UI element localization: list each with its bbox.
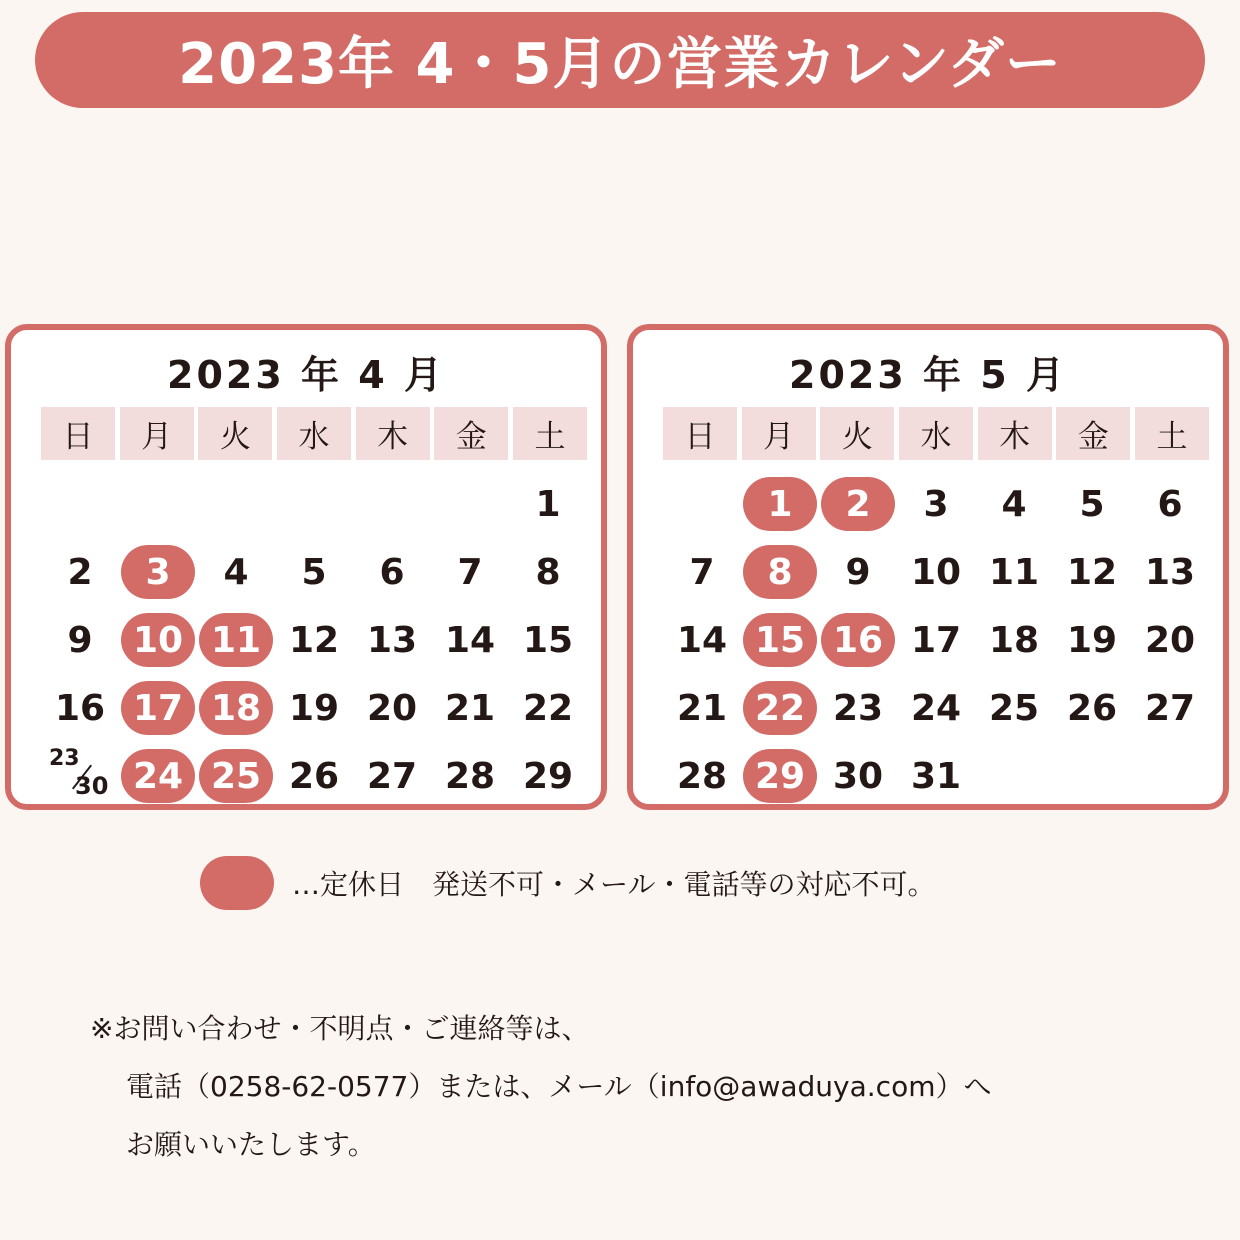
day-number: 20	[366, 687, 418, 729]
day-cell	[819, 538, 897, 606]
day-cell	[819, 742, 897, 810]
calendar-grid	[41, 470, 587, 810]
day-cell	[353, 538, 431, 606]
closed-day-cell	[741, 674, 819, 742]
day-number: 8	[743, 545, 817, 599]
empty-cell	[353, 470, 431, 538]
day-number: 23	[49, 746, 80, 771]
weekday-cell: 月	[742, 407, 816, 460]
day-cell	[819, 674, 897, 742]
day-number: 16	[821, 613, 895, 667]
day-number: 18	[988, 619, 1040, 661]
day-cell	[663, 606, 741, 674]
day-number: 24	[910, 687, 962, 729]
day-cell	[509, 742, 587, 810]
closed-day-cell	[119, 606, 197, 674]
day-number: 3	[121, 545, 195, 599]
day-cell	[41, 606, 119, 674]
legend-text: …定休日 発送不可・メール・電話等の対応不可。	[292, 868, 936, 901]
day-cell	[509, 538, 587, 606]
day-number: 17	[121, 681, 195, 735]
day-cell	[431, 674, 509, 742]
day-number: 5	[1079, 483, 1105, 525]
day-cell	[1131, 606, 1209, 674]
day-number: 15	[743, 613, 817, 667]
day-number: 9	[845, 551, 871, 593]
page-title: 2023年 4・5月の営業カレンダー	[178, 32, 1062, 97]
empty-cell	[41, 470, 119, 538]
day-cell	[663, 742, 741, 810]
day-number: 27	[366, 755, 418, 797]
closed-day-cell	[741, 538, 819, 606]
day-number: 20	[1144, 619, 1196, 661]
weekday-cell: 水	[899, 407, 973, 460]
weekday-cell: 火	[198, 407, 272, 460]
day-cell	[663, 538, 741, 606]
weekday-cell: 月	[120, 407, 194, 460]
day-cell	[663, 674, 741, 742]
day-cell	[975, 606, 1053, 674]
legend	[200, 856, 935, 910]
day-number: 29	[522, 755, 574, 797]
day-cell	[431, 742, 509, 810]
day-cell	[197, 538, 275, 606]
day-cell	[431, 538, 509, 606]
day-number: 21	[444, 687, 496, 729]
day-number: 3	[923, 483, 949, 525]
day-cell	[275, 538, 353, 606]
day-number: 12	[288, 619, 340, 661]
empty-cell	[119, 470, 197, 538]
day-number: 28	[444, 755, 496, 797]
day-cell	[975, 538, 1053, 606]
day-number: 6	[1157, 483, 1183, 525]
empty-cell	[197, 470, 275, 538]
day-number: 13	[366, 619, 418, 661]
closed-day-cell	[197, 674, 275, 742]
closed-day-cell	[741, 742, 819, 810]
day-cell	[897, 674, 975, 742]
day-cell	[353, 606, 431, 674]
day-cell	[509, 606, 587, 674]
day-number: 1	[743, 477, 817, 531]
day-number: 27	[1144, 687, 1196, 729]
day-number: 4	[223, 551, 249, 593]
empty-cell	[1131, 742, 1209, 810]
weekday-cell: 日	[41, 407, 115, 460]
day-number: 4	[1001, 483, 1027, 525]
day-cell	[1053, 538, 1131, 606]
day-number: 25	[199, 749, 273, 803]
day-number: 18	[199, 681, 273, 735]
day-number: 29	[743, 749, 817, 803]
day-number: 16	[54, 687, 106, 729]
day-cell	[897, 538, 975, 606]
empty-cell	[975, 742, 1053, 810]
day-number: 30	[75, 772, 109, 800]
weekday-cell: 木	[356, 407, 430, 460]
closed-day-cell	[819, 470, 897, 538]
weekday-header	[41, 407, 587, 460]
day-number: 13	[1144, 551, 1196, 593]
closed-day-swatch	[200, 856, 274, 910]
day-cell	[1131, 538, 1209, 606]
closed-day-cell	[119, 674, 197, 742]
day-number: 22	[743, 681, 817, 735]
calendar-title: 2023 年 5 月	[789, 353, 1067, 397]
calendar-may	[627, 324, 1229, 810]
day-number: 1	[535, 483, 561, 525]
day-number: 14	[676, 619, 728, 661]
day-number: 30	[832, 755, 884, 797]
day-cell	[41, 674, 119, 742]
day-number: 5	[301, 551, 327, 593]
note-line-2: 電話（0258-62-0577）または、メール（info@awaduya.com）へ	[126, 1070, 992, 1103]
day-number: 15	[522, 619, 574, 661]
day-number: 17	[910, 619, 962, 661]
empty-cell	[275, 470, 353, 538]
day-cell	[509, 674, 587, 742]
closed-day-cell	[119, 538, 197, 606]
closed-day-cell	[119, 742, 197, 810]
day-number: 26	[288, 755, 340, 797]
day-cell	[353, 674, 431, 742]
weekday-header	[663, 407, 1209, 460]
page-title-banner	[35, 12, 1205, 108]
day-cell	[275, 742, 353, 810]
day-cell	[41, 742, 119, 810]
day-number: 28	[676, 755, 728, 797]
day-number: 31	[910, 755, 962, 797]
day-cell	[975, 470, 1053, 538]
day-number: 2	[821, 477, 895, 531]
day-cell	[275, 606, 353, 674]
day-number: 10	[910, 551, 962, 593]
day-cell	[897, 470, 975, 538]
day-cell	[1131, 470, 1209, 538]
day-number: 14	[444, 619, 496, 661]
weekday-cell: 日	[663, 407, 737, 460]
day-number: 25	[988, 687, 1040, 729]
weekday-cell: 金	[1056, 407, 1130, 460]
day-cell	[897, 742, 975, 810]
day-number: 8	[535, 551, 561, 593]
calendar-april	[5, 324, 607, 810]
day-number: 26	[1066, 687, 1118, 729]
day-number: 7	[457, 551, 483, 593]
day-number: 9	[67, 619, 93, 661]
closed-day-cell	[741, 606, 819, 674]
empty-cell	[663, 470, 741, 538]
closed-day-cell	[197, 742, 275, 810]
closed-day-cell	[197, 606, 275, 674]
day-number: 19	[288, 687, 340, 729]
empty-cell	[1053, 742, 1131, 810]
note-line-3: お願いいたします。	[126, 1128, 376, 1161]
day-cell	[1053, 470, 1131, 538]
day-cell	[975, 674, 1053, 742]
day-cell	[353, 742, 431, 810]
weekday-cell: 土	[513, 407, 587, 460]
day-number: 23	[832, 687, 884, 729]
closed-day-cell	[819, 606, 897, 674]
contact-note	[90, 1000, 991, 1174]
day-cell	[431, 606, 509, 674]
weekday-cell: 木	[978, 407, 1052, 460]
day-cell	[1053, 674, 1131, 742]
day-number: 19	[1066, 619, 1118, 661]
day-cell	[509, 470, 587, 538]
day-number: 6	[379, 551, 405, 593]
day-number: 7	[689, 551, 715, 593]
day-cell	[897, 606, 975, 674]
day-cell	[1053, 606, 1131, 674]
empty-cell	[431, 470, 509, 538]
day-cell	[41, 538, 119, 606]
day-number: 11	[199, 613, 273, 667]
day-number: 24	[121, 749, 195, 803]
calendar-grid	[663, 470, 1209, 810]
day-number: 22	[522, 687, 574, 729]
combined-day	[43, 746, 117, 806]
day-number: 12	[1066, 551, 1118, 593]
weekday-cell: 土	[1135, 407, 1209, 460]
day-number: 11	[988, 551, 1040, 593]
day-cell	[275, 674, 353, 742]
day-number: 10	[121, 613, 195, 667]
day-number: 21	[676, 687, 728, 729]
note-line-1: ※お問い合わせ・不明点・ご連絡等は、	[90, 1012, 590, 1045]
day-cell	[1131, 674, 1209, 742]
weekday-cell: 火	[820, 407, 894, 460]
weekday-cell: 金	[434, 407, 508, 460]
day-number: 2	[67, 551, 93, 593]
weekday-cell: 水	[277, 407, 351, 460]
closed-day-cell	[741, 470, 819, 538]
calendar-title: 2023 年 4 月	[167, 353, 445, 397]
